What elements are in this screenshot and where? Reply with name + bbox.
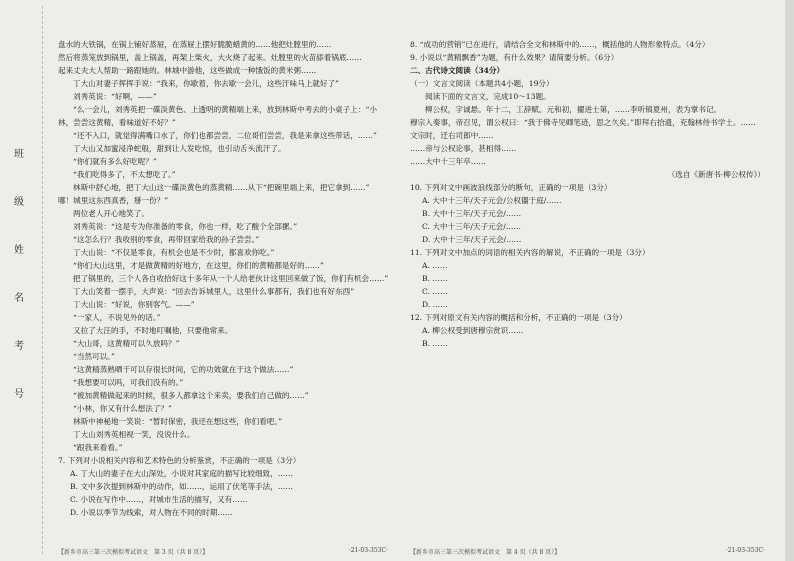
question-7-option: C. 小说在写作中……，对城市生活的描写，又有…… bbox=[70, 495, 248, 504]
paragraph: “你们大山这里，才是做黄精的好地方，在这里，你们的黄精都是好的……” bbox=[73, 261, 324, 270]
question-option: A. 柳公权受到唐穆宗赏识…… bbox=[422, 326, 524, 335]
question-option: D. …… bbox=[422, 300, 448, 309]
paragraph: 丁大山笑着一摆手，大声说：“回去告诉城里人，这里什么事都有，我们也有好东西” bbox=[73, 287, 355, 296]
source-note: （选自《新唐书·柳公权传》） bbox=[667, 170, 765, 179]
paragraph: 丁大山刘秀英相视一笑，没说什么。 bbox=[73, 430, 195, 439]
paragraph: ……帝与公权论事，甚相得…… bbox=[410, 144, 517, 153]
binding-margin bbox=[4, 149, 34, 400]
paragraph: 林，尝尝这黄精，看味道好不好？” bbox=[58, 118, 176, 127]
left-column bbox=[58, 38, 388, 519]
paragraph: “当然可以。” bbox=[73, 352, 115, 361]
paragraph: 阅读下面的文言文，完成10～13题。 bbox=[425, 92, 551, 101]
paragraph: 盘水的大铁锅，在锅上铺好蒸屉，在蒸屉上摆好脆脆蜡黄的……他把灶膛里的…… bbox=[58, 40, 332, 49]
paragraph: （一）文言文阅读（本题共4小题，19分） bbox=[410, 79, 554, 88]
paragraph: “我想要可以吗，可我们没有的。” bbox=[73, 378, 184, 387]
seal-line bbox=[42, 6, 43, 554]
paragraph: 刘秀英说：“好啊，——” bbox=[73, 92, 157, 101]
binding-label: 名 bbox=[14, 293, 24, 304]
binding-label: 级 bbox=[14, 197, 24, 208]
paragraph: “这怎么行？我收别的零食，再带回家给我的孙子尝尝。” bbox=[73, 235, 260, 244]
paragraph: “这黄精蒸熟晒干可以存很长时间，它的功效就在于这个做法……” bbox=[73, 365, 294, 374]
paragraph: “小林，你又有什么想法了？” bbox=[73, 404, 172, 413]
question-option: B. …… bbox=[422, 274, 448, 283]
question-stem: 10. 下列对文中画波浪线部分的断句，正确的一项是（3分） bbox=[410, 183, 612, 192]
paragraph: “跟我来看看。” bbox=[73, 443, 123, 452]
paragraph: 两位老人开心地笑了。 bbox=[73, 209, 149, 218]
footer-right bbox=[410, 547, 765, 556]
paragraph: 9. 小说以“黄精飘香”为题，有什么效果？请简要分析。（6分） bbox=[410, 53, 619, 62]
paragraph: “我们吃得多了，不太想吃了。” bbox=[73, 170, 176, 179]
right-column bbox=[410, 38, 765, 350]
question-option: C. …… bbox=[422, 287, 448, 296]
paragraph: 哪！城里这东西真香，掰一份？” bbox=[58, 196, 169, 205]
question-7-option: B. 文中多次提到林斯中的动作，如……，运用了伏笔等手法，…… bbox=[70, 482, 294, 491]
binding-label: 班 bbox=[14, 149, 24, 160]
paragraph: 丁大山又加蜜浸净蛇般，甜到让人发吃惊，也引动舌头流汗了。 bbox=[73, 144, 286, 153]
footer-left-text: 【新乡市高三第三次模拟考试语文 第 3 页（共 8 页）】 bbox=[58, 549, 209, 556]
scan-edge bbox=[785, 0, 794, 561]
question-option: C. 大中十三年/天子元会/…… bbox=[422, 222, 522, 231]
paragraph: 文宗时，迁右司郎中…… bbox=[410, 131, 494, 140]
paragraph: 丁大山说：“好说，你别客气。——” bbox=[73, 300, 195, 309]
paragraph: 把了锅里的，三个人各自收拾好这十多年从一个人给老伙计这里回来做了饭，你们有机会……” bbox=[73, 274, 388, 283]
footer-left bbox=[58, 547, 388, 556]
paragraph: 二、古代诗文阅读（34分） bbox=[410, 66, 505, 75]
paragraph: “还不入口，就觉得满嘴口水了，你们也都尝尝，二位哥们尝尝，我是来拿这些带话，……” bbox=[73, 131, 377, 140]
footer-right-code: ·21-03-353C· bbox=[725, 547, 765, 554]
footer-right-text: 【新乡市高三第三次模拟考试语文 第 4 页（共 8 页）】 bbox=[410, 549, 561, 556]
question-option: B. 大中十三年/天子元会/…… bbox=[422, 209, 522, 218]
question-option: A. …… bbox=[422, 261, 448, 270]
paragraph: “么一会儿，刘秀英把一碟淡黄色、上透明的黄精端上来，放到林斯中考去的小桌子上：“小 bbox=[73, 105, 377, 114]
binding-label: 姓 bbox=[14, 245, 24, 256]
question-stem: 12. 下列对原文有关内容的概括和分析，不正确的一项是（3分） bbox=[410, 313, 627, 322]
paragraph: 刘秀英说：“这是专为你准备的零食，你也一样，吃了酸个全部摞。” bbox=[73, 222, 298, 231]
paragraph: 然后将蒸笼放到锅里，盖上锅盖，再架上柴火，大火烧了起来。灶膛里的火苗舔着锅底…… bbox=[58, 53, 362, 62]
paragraph: 林斯中舒心地，把丁大山这一碟淡黄色的蒸黄精……从下“把碗里端上来，把它拿到……” bbox=[73, 183, 370, 192]
paragraph: 穆宗入奏事，帝召见，谓公权曰：“我于佛寺见卿笔迹，思之久矣。”即拜右拾遗，充翰林侍书学士。…… bbox=[410, 118, 756, 127]
binding-label: 考 bbox=[14, 341, 24, 352]
question-option: A. 大中十三年/天子元会/公权僵于庭/…… bbox=[422, 196, 562, 205]
paragraph: “大山哥，这黄精可以久放吗？” bbox=[73, 339, 180, 348]
paragraph: 丁大山说：“不仅是零食，有机会也是不少时，都喜欢你吃。” bbox=[73, 248, 275, 257]
paragraph: “被加黄精做起来的时候，很多人都拿这个来卖，要我们自己做的……” bbox=[73, 391, 309, 400]
binding-label: 号 bbox=[14, 389, 24, 400]
question-option: B. …… bbox=[422, 339, 448, 348]
question-7-stem: 7. 下列对小说相关内容和艺术特色的分析鉴赏，不正确的一项是（3分） bbox=[58, 456, 301, 465]
paragraph: “一家人，不说见外的话。” bbox=[73, 313, 161, 322]
paragraph: 林斯中神秘地一笑说：“暂时保密，我还在想这些，你们看吧。” bbox=[73, 417, 282, 426]
question-7-option: A. 丁大山的妻子在大山深处，小说对其家庭的描写比较细致，…… bbox=[70, 469, 293, 478]
question-option: D. 大中十三年/天子元会/…… bbox=[422, 235, 522, 244]
paragraph: 又拉了大汪的手，不时地叮嘱他，只要他常来。 bbox=[73, 326, 233, 335]
question-7-option: D. 小说以季节为线索，对人物在不同的时期…… bbox=[70, 508, 233, 517]
paragraph: “你们就有多么好吃呢？” bbox=[73, 157, 157, 166]
paragraph: 丁大山对妻子挥挥手说：“我来，你歇着，你去歇一会儿，这些汗味马上就好了” bbox=[73, 79, 339, 88]
question-stem: 11. 下列对文中加点的词语的相关内容的解说，不正确的一项是（3分） bbox=[410, 248, 650, 257]
footer-left-code: ·21-03-353C· bbox=[348, 547, 388, 554]
paragraph: ……大中十三年卒…… bbox=[410, 157, 486, 166]
paragraph: 8. “成功的营销”已在进行，请结合全文和林斯中的……，概括他的人物形象特点。（4分） bbox=[410, 40, 710, 49]
paragraph: 柳公权，字诚悬。年十二，工辞赋。元和初，擢进士第，……李听镇夏州，表为掌书记。 bbox=[425, 105, 722, 114]
paragraph: 起来丈夫大人帮助一路跟她的。林城中游他，这些做成一种饿饭的黄米粥…… bbox=[58, 66, 317, 75]
